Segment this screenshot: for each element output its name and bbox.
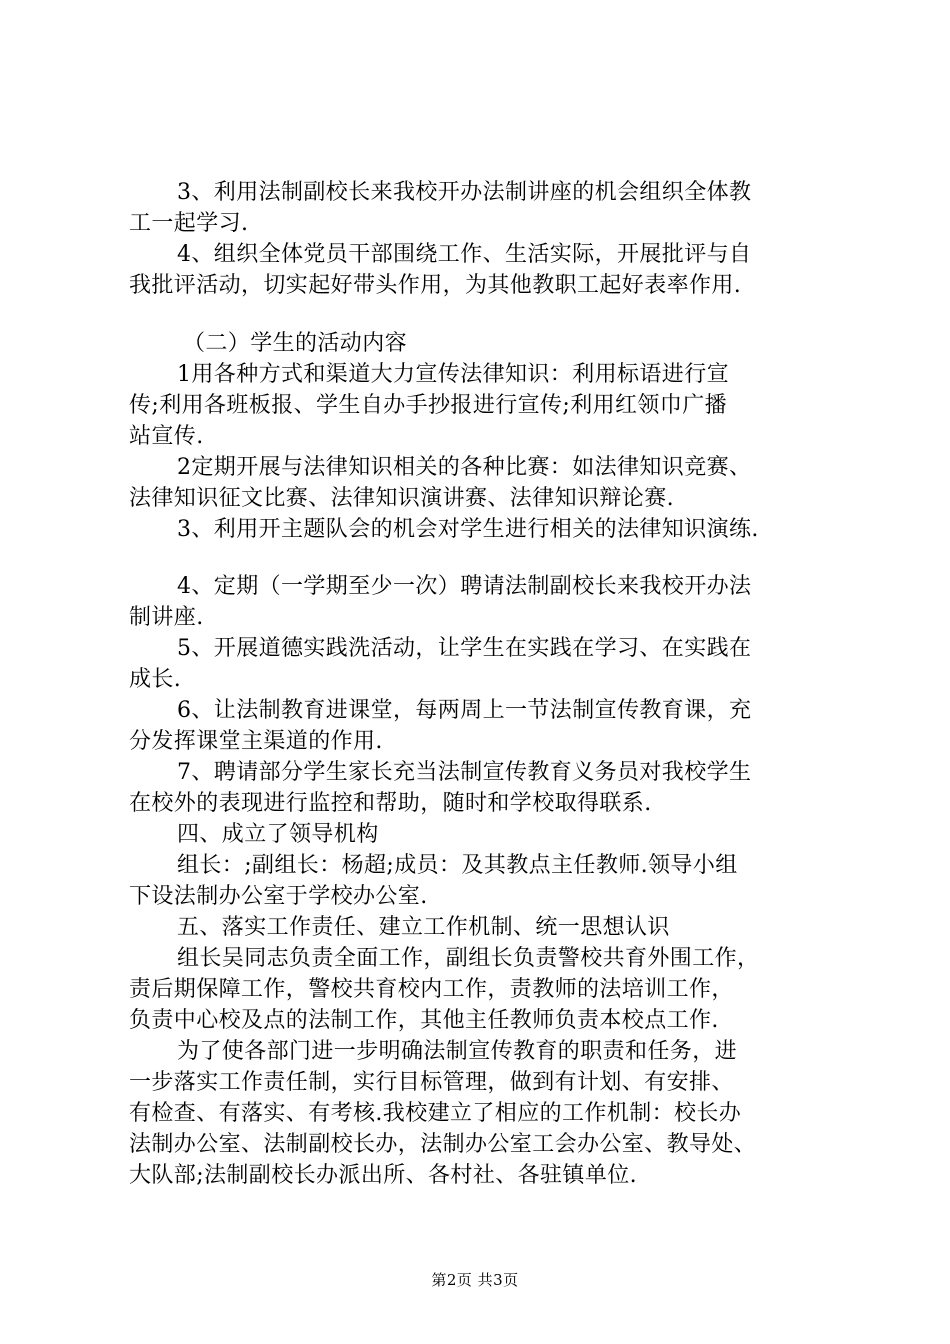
text-line: 传;利用各班板报、学生自办手抄报进行宣传;利用红领巾广播 <box>129 393 728 418</box>
text-line: 站宣传. <box>129 424 204 449</box>
text-line: 3、利用法制副校长来我校开办法制讲座的机会组织全体教 <box>177 180 752 205</box>
text-line: 分发挥课堂主渠道的作用. <box>129 729 383 754</box>
text-line: 6、让法制教育进课堂，每两周上一节法制宣传教育课，充 <box>177 698 752 723</box>
text-line: 2定期开展与法律知识相关的各种比赛：如法律知识竞赛、 <box>177 455 752 480</box>
text-line: 一步落实工作责任制，实行目标管理，做到有计划、有安排、 <box>129 1070 734 1095</box>
text-line: 法律知识征文比赛、法律知识演讲赛、法律知识辩论赛. <box>129 486 674 511</box>
text-line: 有检查、有落实、有考核.我校建立了相应的工作机制：校长办 <box>129 1101 742 1126</box>
section-heading: 五、落实工作责任、建立工作机制、统一思想认识 <box>177 915 670 940</box>
text-line: 5、开展道德实践洗活动，让学生在实践在学习、在实践在 <box>177 636 752 661</box>
text-line: 4、组织全体党员干部围绕工作、生活实际，开展批评与自 <box>177 242 752 267</box>
text-line: 制讲座. <box>129 605 204 630</box>
text-line: 工一起学习. <box>129 211 249 236</box>
text-line: 法制办公室、法制副校长办，法制办公室工会办公室、教导处、 <box>129 1132 757 1157</box>
text-line: 4、定期（一学期至少一次）聘请法制副校长来我校开办法 <box>177 574 752 599</box>
text-line: 7、聘请部分学生家长充当法制宣传教育义务员对我校学生 <box>177 760 752 785</box>
text-line: 3、利用开主题队会的机会对学生进行相关的法律知识演练. <box>177 517 759 542</box>
text-line: 我批评活动，切实起好带头作用，为其他教职工起好表率作用. <box>129 273 742 298</box>
text-line: 负责中心校及点的法制工作，其他主任教师负责本校点工作. <box>129 1008 719 1033</box>
section-heading: （二）学生的活动内容 <box>183 331 408 356</box>
text-line: 组长：;副组长：杨超;成员：及其教点主任教师.领导小组 <box>177 853 738 878</box>
section-heading: 四、成立了领导机构 <box>177 822 379 847</box>
text-line: 组长吴同志负责全面工作，副组长负责警校共育外围工作， <box>177 946 760 971</box>
text-line: 在校外的表现进行监控和帮助，随时和学校取得联系. <box>129 791 652 816</box>
text-line: 大队部;法制副校长办派出所、各村社、各驻镇单位. <box>129 1163 638 1188</box>
text-line: 为了使各部门进一步明确法制宣传教育的职责和任务，进 <box>177 1039 738 1064</box>
page-footer: 第2页 共3页 <box>431 1271 519 1289</box>
text-line: 成长. <box>129 667 182 692</box>
text-line: 下设法制办公室于学校办公室. <box>129 884 428 909</box>
text-line: 责后期保障工作，警校共育校内工作，责教师的法培训工作， <box>129 977 734 1002</box>
text-line: 1用各种方式和渠道大力宣传法律知识：利用标语进行宣 <box>177 362 729 387</box>
